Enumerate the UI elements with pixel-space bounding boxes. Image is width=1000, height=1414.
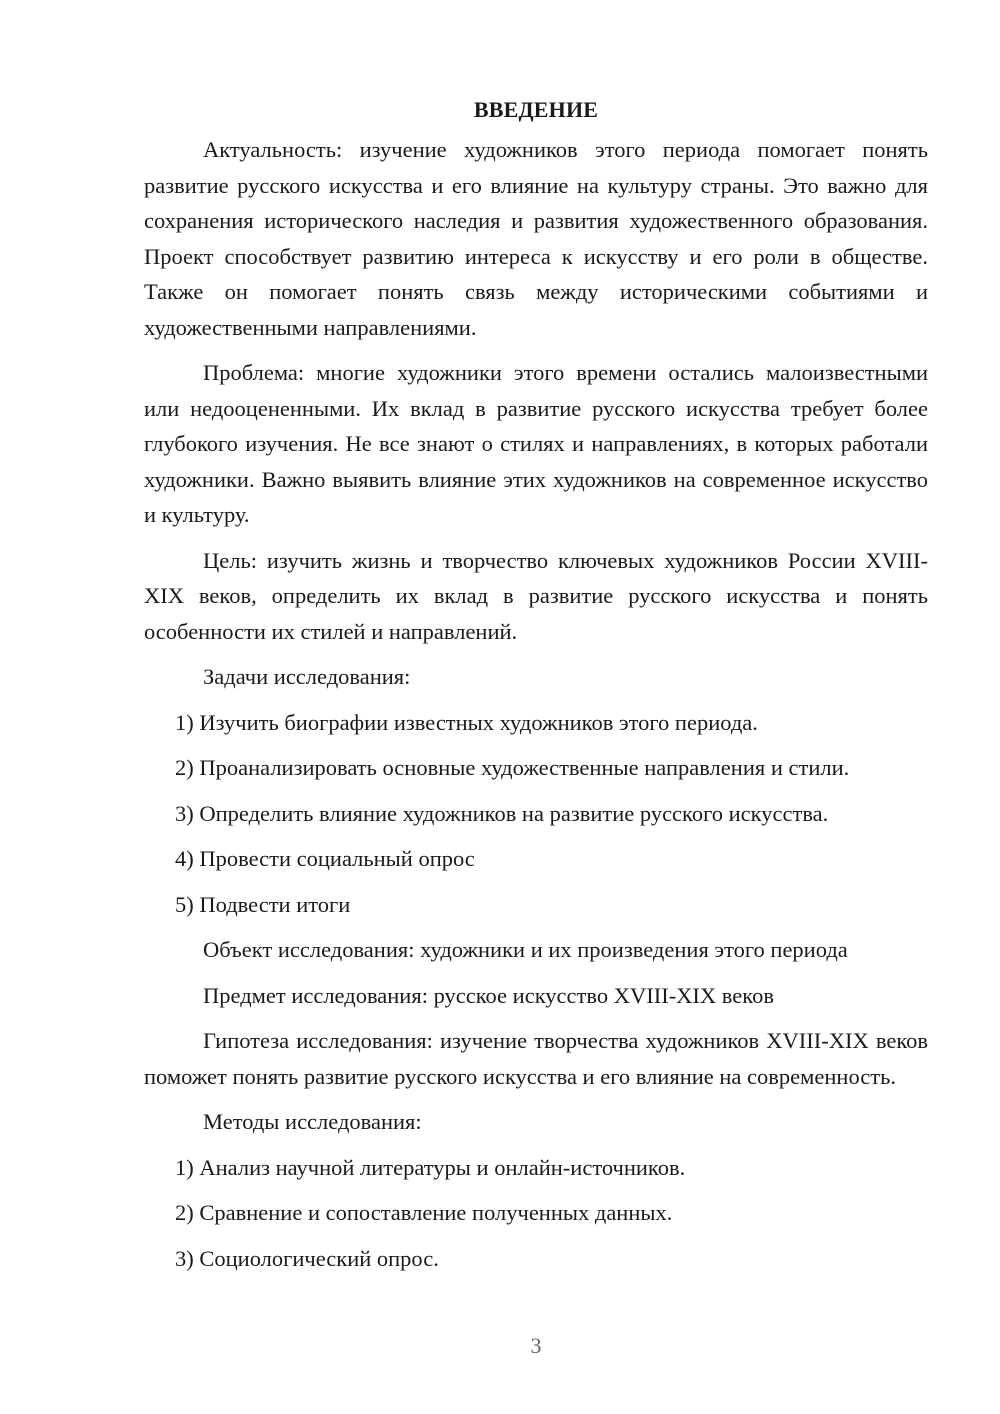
task-item: 3) Определить влияние художников на развитие русского искусства. bbox=[175, 800, 829, 826]
problem-paragraph: Проблема: многие художники этого времени остались малоизвестными или недооцененными. Их вклад в развитие русского искусства требует более глубокого изучения. Не все знают о стилях и направлениях, в которых работали художники. Важно выявить влияние этих художников на современное искусство и культуру. bbox=[144, 360, 928, 527]
tasks-heading: Задачи исследования: bbox=[203, 664, 411, 689]
object-line: Объект исследования: художники и их произведения этого периода bbox=[203, 937, 848, 962]
page-content bbox=[144, 92, 928, 1286]
section-title: ВВЕДЕНИЕ bbox=[473, 97, 599, 122]
task-item: 1) Изучить биографии известных художников этого периода. bbox=[175, 709, 758, 735]
relevance-paragraph: Актуальность: изучение художников этого периода помогает понять развитие русского искусства и его влияние на культуру страны. Это важно для сохранения исторического наследия и развития художественного образования. Проект способствует развитию интереса к искусству и его роли в обществе. Также он помогает понять связь между историческими событиями и художественными направлениями. bbox=[144, 137, 928, 340]
method-item: 3) Социологический опрос. bbox=[175, 1245, 439, 1271]
page-number: 3 bbox=[530, 1333, 542, 1358]
task-item: 5) Подвести итоги bbox=[175, 891, 351, 917]
task-item: 2) Проанализировать основные художественные направления и стили. bbox=[175, 755, 850, 780]
subject-line: Предмет исследования: русское искусство XVIII-XIX веков bbox=[203, 982, 774, 1008]
method-item: 2) Сравнение и сопоставление полученных данных. bbox=[175, 1200, 673, 1225]
methods-heading: Методы исследования: bbox=[203, 1109, 422, 1134]
task-item: 4) Провести социальный опрос bbox=[175, 846, 475, 871]
method-item: 1) Анализ научной литературы и онлайн-источников. bbox=[175, 1154, 686, 1180]
hypothesis-paragraph: Гипотеза исследования: изучение творчества художников XVIII-XIX веков поможет понять развитие русского искусства и его влияние на современность. bbox=[144, 1028, 928, 1089]
goal-paragraph: Цель: изучить жизнь и творчество ключевых художников России XVIII-XIX веков, определить их вклад в развитие русского искусства и понять особенности их стилей и направлений. bbox=[144, 547, 928, 644]
